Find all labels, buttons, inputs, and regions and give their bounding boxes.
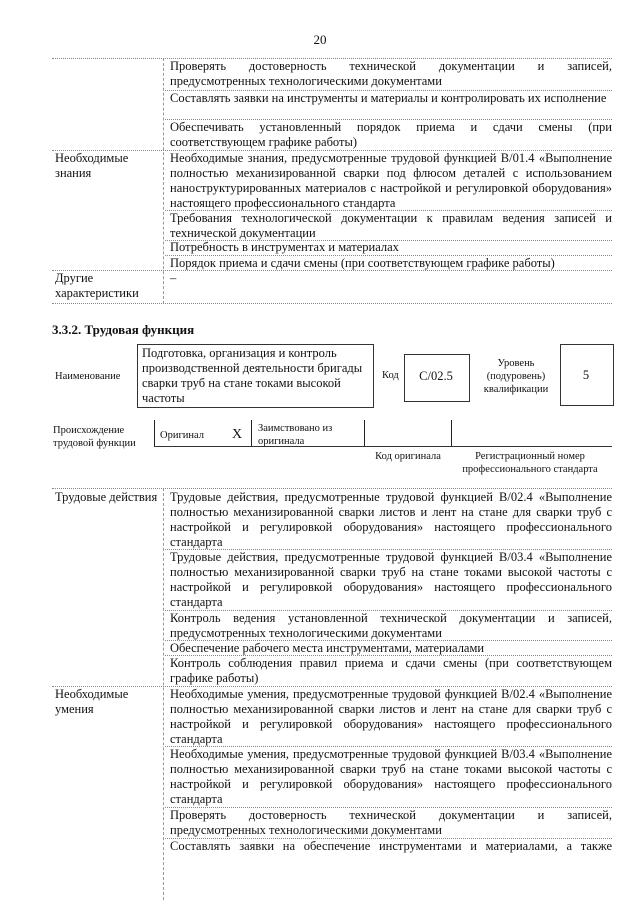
page-number: 20 (313, 32, 327, 47)
origin-bottom-line (154, 446, 612, 447)
function-name: Подготовка, организация и контроль производственной деятельности бригады сварки труб на стане токами высокой частоты (142, 346, 363, 405)
table-row: Проверять достоверность технической документации и записей, предусмотренных технологическими документами (170, 808, 612, 837)
table-row: Контроль ведения установленной технической документации и записей, предусмотренных технологическими документами (170, 611, 612, 640)
skills-label: Необходимые умения (55, 687, 129, 716)
origin-code-caption: Код оригинала (375, 451, 441, 462)
table-row: Трудовые действия, предусмотренные трудовой функцией В/02.4 «Выполнение полностью механизированной сварки листов и лент на стане для сварки труб с настройкой и регулировкой оборудования» настоящего профессионального стандарта (170, 490, 612, 549)
reg-number-caption: Регистрационный номер профессионального стандарта (462, 451, 598, 475)
row-divider (52, 488, 612, 489)
table-row: Необходимые умения, предусмотренные трудовой функцией В/03.4 «Выполнение полностью механизированной сварки труб на стане токами высокой частоты с настройкой и регулировкой оборудования» настоящего профессионального стандарта (170, 747, 612, 806)
origin-divider (364, 420, 365, 446)
actions-label: Трудовые действия (55, 490, 158, 504)
table-row: Трудовые действия, предусмотренные трудовой функцией В/03.4 «Выполнение полностью механизированной сварки труб на стане токами высокой частоты с настройкой и регулировкой оборудования» настоящего профессионального стандарта (170, 550, 612, 609)
origin-divider (154, 420, 155, 446)
table-row: Необходимые умения, предусмотренные трудовой функцией В/02.4 «Выполнение полностью механизированной сварки листов и лент на стане для сварки труб с настройкой и регулировкой оборудования» настоящего профессионального стандарта (170, 687, 612, 746)
column-divider (163, 488, 164, 900)
table-row: Обеспечение рабочего места инструментами, материалами (170, 641, 485, 655)
table-row: Необходимые знания, предусмотренные трудовой функцией В/01.4 «Выполнение полностью механизированной сварки под флюсом деталей с использованием наноструктурированных материалов с настройкой и регулировкой оборудования» настоящего профессионального стандарта (170, 151, 612, 210)
level-label: Уровень (подуровень) квалификации (483, 358, 549, 395)
other-characteristics-value: – (170, 271, 177, 285)
code-value: C/02.5 (419, 369, 453, 383)
level-value: 5 (582, 368, 590, 382)
borrowed-label: Заимствовано из оригинала (258, 423, 333, 447)
table-row: Составлять заявки на инструменты и материалы и контролировать их исполнение (170, 91, 607, 105)
row-divider (52, 303, 612, 304)
column-divider (163, 58, 164, 304)
other-characteristics-label: Другие характеристики (55, 271, 139, 300)
origin-divider (251, 420, 252, 446)
table-row: Требования технологической документации к правилам ведения записей и технической документации (170, 211, 612, 240)
name-label: Наименование (55, 371, 121, 382)
table-row: Порядок приема и сдачи смены (при соответствующем графике работы) (170, 256, 555, 270)
origin-label: Происхождение трудовой функции (53, 425, 136, 449)
table-row: Контроль соблюдения правил приема и сдачи смены (при соответствующем графике работы) (170, 656, 612, 685)
table-row: Обеспечивать установленный порядок приема и сдачи смены (при соответствующем графике работы) (170, 120, 612, 149)
section-heading: 3.3.2. Трудовая функция (52, 322, 195, 337)
knowledge-label: Необходимые знания (55, 151, 129, 180)
code-label: Код (382, 370, 399, 381)
original-mark: X (232, 427, 243, 442)
table-row: Потребность в инструментах и материалах (170, 240, 399, 254)
table-row: Составлять заявки на обеспечение инструментами и материалами, а также (170, 839, 612, 853)
origin-divider (451, 420, 452, 446)
original-label: Оригинал (160, 430, 204, 441)
table-row: Проверять достоверность технической документации и записей, предусмотренных технологическими документами (170, 59, 612, 88)
